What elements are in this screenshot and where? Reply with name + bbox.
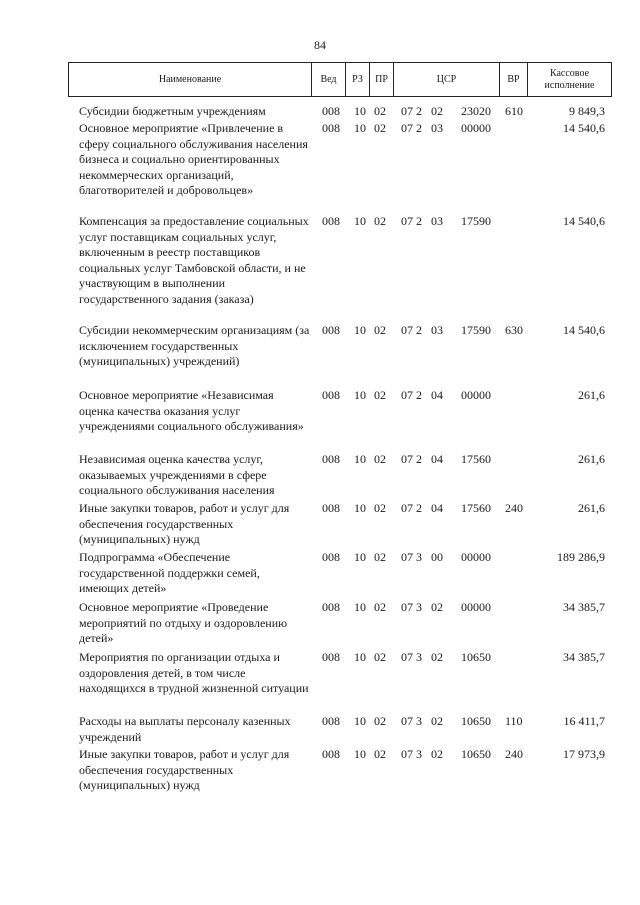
header-amount: Кассовое исполнение xyxy=(527,63,611,96)
row-c2: 3 xyxy=(416,600,422,614)
row-c4: 17590 xyxy=(461,323,491,337)
row-rz: 10 xyxy=(354,323,366,337)
row-c1: 07 xyxy=(401,388,413,402)
row-amount: 17 973,9 xyxy=(563,747,605,761)
row-c3: 04 xyxy=(431,388,443,402)
row-name: Субсидии некоммерческим организациям (за исключением государственных (муниципальных) учреждений) xyxy=(79,323,310,368)
row-pr: 02 xyxy=(374,650,386,664)
row-amount: 34 385,7 xyxy=(563,600,605,614)
row-ved: 008 xyxy=(322,747,340,761)
row-c2: 3 xyxy=(416,650,422,664)
row-c2: 2 xyxy=(416,452,422,466)
row-c3: 00 xyxy=(431,550,443,564)
row-c3: 02 xyxy=(431,747,443,761)
row-ved: 008 xyxy=(322,323,340,337)
row-name: Основное мероприятие «Привлечение в сферу социального обслуживания населения бизнеса и социально ориентированных некоммерческих организаций, благотворителей и добровольцев» xyxy=(79,121,308,197)
row-c3: 02 xyxy=(431,650,443,664)
row-c3: 03 xyxy=(431,323,443,337)
row-name: Компенсация за предоставление социальных услуг поставщикам социальных услуг, включенным в реестр поставщиков социальных услуг Тамбовской области, и не участвующим в выполнении государственного задания (заказа) xyxy=(79,214,309,306)
page-number: 84 xyxy=(314,38,326,52)
row-rz: 10 xyxy=(354,650,366,664)
row-c3: 04 xyxy=(431,501,443,515)
row-amount: 14 540,6 xyxy=(563,323,605,337)
row-rz: 10 xyxy=(354,600,366,614)
row-rz: 10 xyxy=(354,714,366,728)
header-pr: ПР xyxy=(369,63,393,96)
row-pr: 02 xyxy=(374,104,386,118)
row-c1: 07 xyxy=(401,747,413,761)
row-rz: 10 xyxy=(354,747,366,761)
row-pr: 02 xyxy=(374,714,386,728)
row-c2: 2 xyxy=(416,323,422,337)
row-rz: 10 xyxy=(354,104,366,118)
row-amount: 261,6 xyxy=(578,501,605,515)
row-c1: 07 xyxy=(401,501,413,515)
row-amount: 14 540,6 xyxy=(563,214,605,228)
row-c3: 04 xyxy=(431,452,443,466)
header-vr: ВР xyxy=(499,63,527,96)
row-pr: 02 xyxy=(374,452,386,466)
row-name: Субсидии бюджетным учреждениям xyxy=(79,104,266,118)
row-c4: 10650 xyxy=(461,714,491,728)
row-c2: 2 xyxy=(416,214,422,228)
row-c1: 07 xyxy=(401,714,413,728)
row-c1: 07 xyxy=(401,121,413,135)
row-name: Независимая оценка качества услуг, оказываемых учреждениями в сфере социального обслуживания населения xyxy=(79,452,275,497)
row-c4: 00000 xyxy=(461,600,491,614)
row-c4: 00000 xyxy=(461,550,491,564)
row-pr: 02 xyxy=(374,600,386,614)
row-c4: 17560 xyxy=(461,501,491,515)
row-c2: 3 xyxy=(416,714,422,728)
row-pr: 02 xyxy=(374,747,386,761)
row-rz: 10 xyxy=(354,550,366,564)
row-vr: 610 xyxy=(505,104,523,118)
row-c1: 07 xyxy=(401,323,413,337)
row-name: Иные закупки товаров, работ и услуг для обеспечения государственных (муниципальных) нужд xyxy=(79,747,290,792)
row-c4: 10650 xyxy=(461,747,491,761)
row-pr: 02 xyxy=(374,121,386,135)
row-c1: 07 xyxy=(401,650,413,664)
row-c4: 10650 xyxy=(461,650,491,664)
row-vr: 630 xyxy=(505,323,523,337)
row-c2: 2 xyxy=(416,121,422,135)
row-name: Основное мероприятие «Независимая оценка качества оказания услуг учреждениями социального обслуживания» xyxy=(79,388,304,433)
row-c3: 02 xyxy=(431,600,443,614)
row-rz: 10 xyxy=(354,388,366,402)
row-c4: 00000 xyxy=(461,388,491,402)
row-amount: 16 411,7 xyxy=(563,714,605,728)
header-ved: Вед xyxy=(311,63,345,96)
row-amount: 14 540,6 xyxy=(563,121,605,135)
table-header xyxy=(68,62,612,97)
row-vr: 240 xyxy=(505,747,523,761)
row-c3: 02 xyxy=(431,714,443,728)
row-c3: 03 xyxy=(431,214,443,228)
row-c3: 03 xyxy=(431,121,443,135)
row-c4: 17590 xyxy=(461,214,491,228)
row-ved: 008 xyxy=(322,501,340,515)
row-rz: 10 xyxy=(354,501,366,515)
header-csr: ЦСР xyxy=(393,63,499,96)
row-ved: 008 xyxy=(322,104,340,118)
row-c2: 2 xyxy=(416,388,422,402)
row-ved: 008 xyxy=(322,121,340,135)
row-rz: 10 xyxy=(354,214,366,228)
row-amount: 261,6 xyxy=(578,388,605,402)
row-pr: 02 xyxy=(374,388,386,402)
row-name: Расходы на выплаты персоналу казенных учреждений xyxy=(79,714,291,744)
row-ved: 008 xyxy=(322,550,340,564)
row-name: Основное мероприятие «Проведение мероприятий по отдыху и оздоровлению детей» xyxy=(79,600,288,645)
row-pr: 02 xyxy=(374,323,386,337)
row-c2: 3 xyxy=(416,550,422,564)
row-c1: 07 xyxy=(401,600,413,614)
row-pr: 02 xyxy=(374,501,386,515)
row-c1: 07 xyxy=(401,214,413,228)
row-c4: 23020 xyxy=(461,104,491,118)
row-c4: 00000 xyxy=(461,121,491,135)
row-c4: 17560 xyxy=(461,452,491,466)
row-amount: 9 849,3 xyxy=(569,104,605,118)
row-ved: 008 xyxy=(322,388,340,402)
row-vr: 110 xyxy=(505,714,523,728)
row-amount: 34 385,7 xyxy=(563,650,605,664)
row-amount: 261,6 xyxy=(578,452,605,466)
row-c2: 3 xyxy=(416,747,422,761)
row-name: Мероприятия по организации отдыха и оздоровления детей, в том числе находящихся в трудной жизненной ситуации xyxy=(79,650,309,695)
row-ved: 008 xyxy=(322,650,340,664)
row-name: Подпрограмма «Обеспечение государственной поддержки семей, имеющих детей» xyxy=(79,550,260,595)
row-ved: 008 xyxy=(322,214,340,228)
row-c2: 2 xyxy=(416,104,422,118)
row-ved: 008 xyxy=(322,714,340,728)
row-ved: 008 xyxy=(322,600,340,614)
row-c1: 07 xyxy=(401,452,413,466)
row-c3: 02 xyxy=(431,104,443,118)
row-rz: 10 xyxy=(354,121,366,135)
row-c1: 07 xyxy=(401,104,413,118)
row-ved: 008 xyxy=(322,452,340,466)
row-amount: 189 286,9 xyxy=(557,550,605,564)
header-name: Наименование xyxy=(158,73,222,85)
row-pr: 02 xyxy=(374,214,386,228)
header-rz: РЗ xyxy=(345,63,369,96)
row-c2: 2 xyxy=(416,501,422,515)
row-name: Иные закупки товаров, работ и услуг для обеспечения государственных (муниципальных) нужд xyxy=(79,501,290,546)
row-rz: 10 xyxy=(354,452,366,466)
row-vr: 240 xyxy=(505,501,523,515)
row-pr: 02 xyxy=(374,550,386,564)
row-c1: 07 xyxy=(401,550,413,564)
